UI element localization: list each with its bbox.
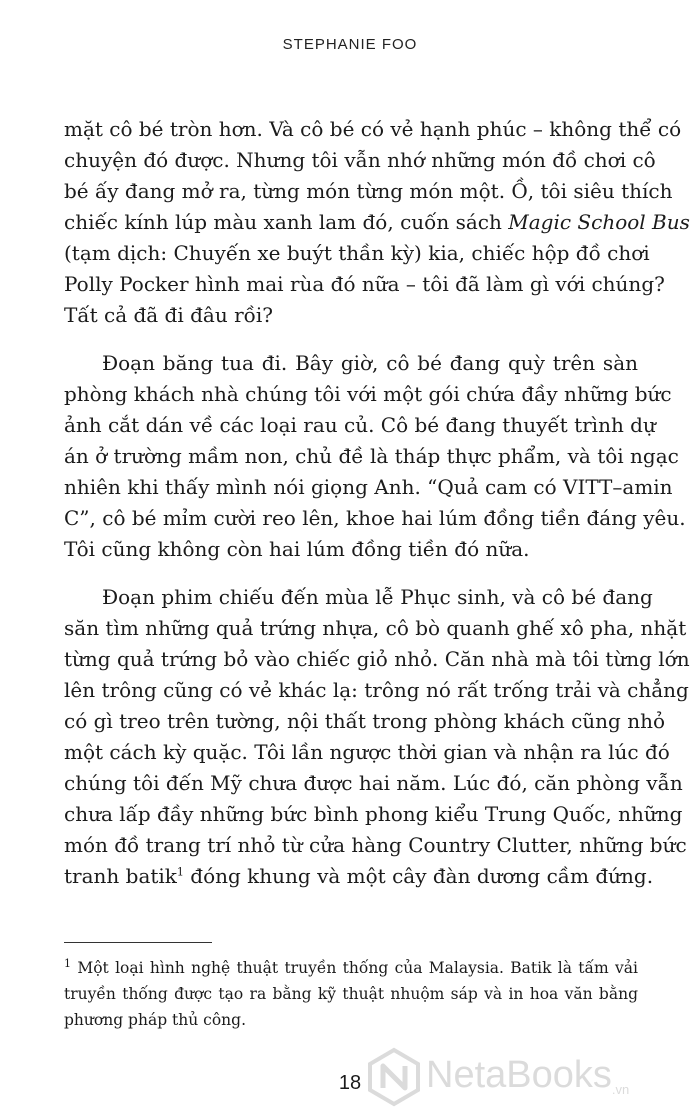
text-line: chúng tôi đến Mỹ chưa được hai năm. Lúc đó, căn phòng vẫn [64,771,683,795]
footnote-line: phương pháp thủ công. [64,1011,247,1029]
text-line: ảnh cắt dán về các loại rau củ. Cô bé đang thuyết trình dự [64,413,656,437]
text-line [64,861,654,892]
text-line: nhiên khi thấy mình nói giọng Anh. “Quả cam có VITT–amin [64,475,673,499]
footnote [64,955,638,1033]
text-line: phòng khách nhà chúng tôi với một gói chứa đầy những bức [64,382,672,406]
watermark-suffix: .vn [611,1082,630,1097]
text-line: chuyện đó được. Nhưng tôi vẫn nhớ những món đồ chơi cô [64,148,656,172]
text-line [64,207,690,238]
text-line: Tất cả đã đi đâu rồi? [64,303,273,327]
text-line: từng quả trứng bỏ vào chiếc giỏ nhỏ. Căn nhà mà tôi từng lớn [64,647,690,671]
text-line: có gì treo trên tường, nội thất trong phòng khách cũng nhỏ [64,709,665,733]
running-header-author: STEPHANIE FOO [282,36,418,53]
footnote-line [64,955,638,981]
text-line: (tạm dịch: Chuyến xe buýt thần kỳ) kia, chiếc hộp đồ chơi [64,241,650,265]
text-line: Polly Pocker hình mai rùa đó nữa – tôi đã làm gì với chúng? [64,272,665,296]
watermark-brand-name: NetaBooks [426,1054,612,1096]
text-line: săn tìm những quả trứng nhựa, cô bò quanh ghế xô pha, nhặt [64,616,687,640]
text-segment: tranh batik [64,864,177,888]
text-line: món đồ trang trí nhỏ từ cửa hàng Country Clutter, những bức [64,833,687,857]
text-line: bé ấy đang mở ra, từng món từng món một. Ồ, tôi siêu thích [64,179,673,203]
footnote-number: 1 [64,956,71,970]
paragraph-2 [64,348,686,565]
footnote-reference: 1 [176,865,184,879]
text-line: chưa lấp đầy những bức bình phong kiểu Trung Quốc, những [64,802,683,826]
text-line: một cách kỳ quặc. Tôi lần ngược thời gian và nhận ra lúc đó [64,740,670,764]
book-title-italic: Magic School Bus [508,210,690,234]
text-segment: đóng khung và một cây đàn dương cầm đứng. [183,864,654,888]
page-number: 18 [338,1072,362,1094]
body-text [64,114,690,909]
text-line: lên trông cũng có vẻ khác lạ: trông nó rất trống trải và chẳng [64,678,689,702]
text-line: C”, cô bé mỉm cười reo lên, khoe hai lúm đồng tiền đáng yêu. [64,506,686,530]
text-line: Tôi cũng không còn hai lúm đồng tiền đó nữa. [64,537,530,561]
text-line: Đoạn phim chiếu đến mùa lễ Phục sinh, và cô bé đang [102,585,653,609]
paragraph-1 [64,114,690,331]
footnote-divider [64,942,212,943]
text-line: Đoạn băng tua đi. Bây giờ, cô bé đang quỳ trên sàn [102,351,638,375]
text-line: mặt cô bé tròn hơn. Và cô bé có vẻ hạnh phúc – không thể có [64,117,682,141]
text-line: án ở trường mầm non, chủ đề là tháp thực phẩm, và tôi ngạc [64,444,679,468]
footnote-line: truyền thống được tạo ra bằng kỹ thuật nhuộm sáp và in hoa văn bằng [64,985,638,1003]
text-segment: chiếc kính lúp màu xanh lam đó, cuốn sách [64,210,509,234]
paragraph-3 [64,582,690,892]
text-segment: Một loại hình nghệ thuật truyền thống của Malaysia. Batik là tấm vải [77,959,638,977]
